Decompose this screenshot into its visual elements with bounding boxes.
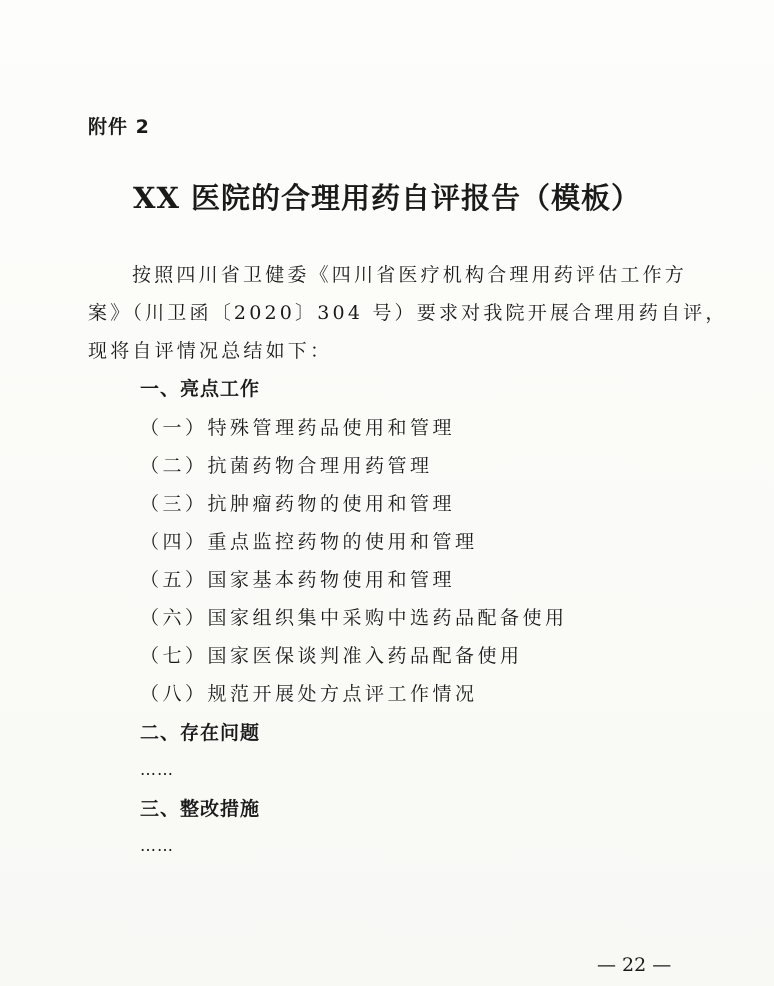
list-item: （一）特殊管理药品使用和管理 (140, 417, 456, 439)
section-placeholder: …… (140, 760, 174, 779)
list-item: （八）规范开展处方点评工作情况 (140, 683, 478, 705)
list-item: （六）国家组织集中采购中选药品配备使用 (140, 607, 568, 629)
list-item: （五）国家基本药物使用和管理 (140, 569, 456, 591)
list-item: （四）重点监控药物的使用和管理 (140, 531, 478, 553)
list-item: （二）抗菌药物合理用药管理 (140, 455, 433, 477)
section-placeholder: …… (140, 836, 174, 855)
document-title: XX 医院的合理用药自评报告（模板） (132, 181, 642, 215)
attachment-label: 附件 2 (88, 116, 150, 138)
section-heading-measures: 三、整改措施 (140, 798, 261, 820)
section-heading-problems: 二、存在问题 (140, 722, 261, 744)
page-number: — 22 — (597, 954, 672, 976)
list-item: （三）抗肿瘤药物的使用和管理 (140, 493, 456, 515)
intro-line: 按照四川省卫健委《四川省医疗机构合理用药评估工作方 (132, 264, 688, 286)
intro-paragraph (88, 256, 728, 370)
list-item: （七）国家医保谈判准入药品配备使用 (140, 645, 523, 667)
intro-line: 现将自评情况总结如下： (88, 340, 333, 362)
intro-line: 案》（川卫函〔2020〕304 号）要求对我院开展合理用药自评， (88, 302, 728, 324)
section-heading-highlights: 一、亮点工作 (140, 378, 261, 400)
